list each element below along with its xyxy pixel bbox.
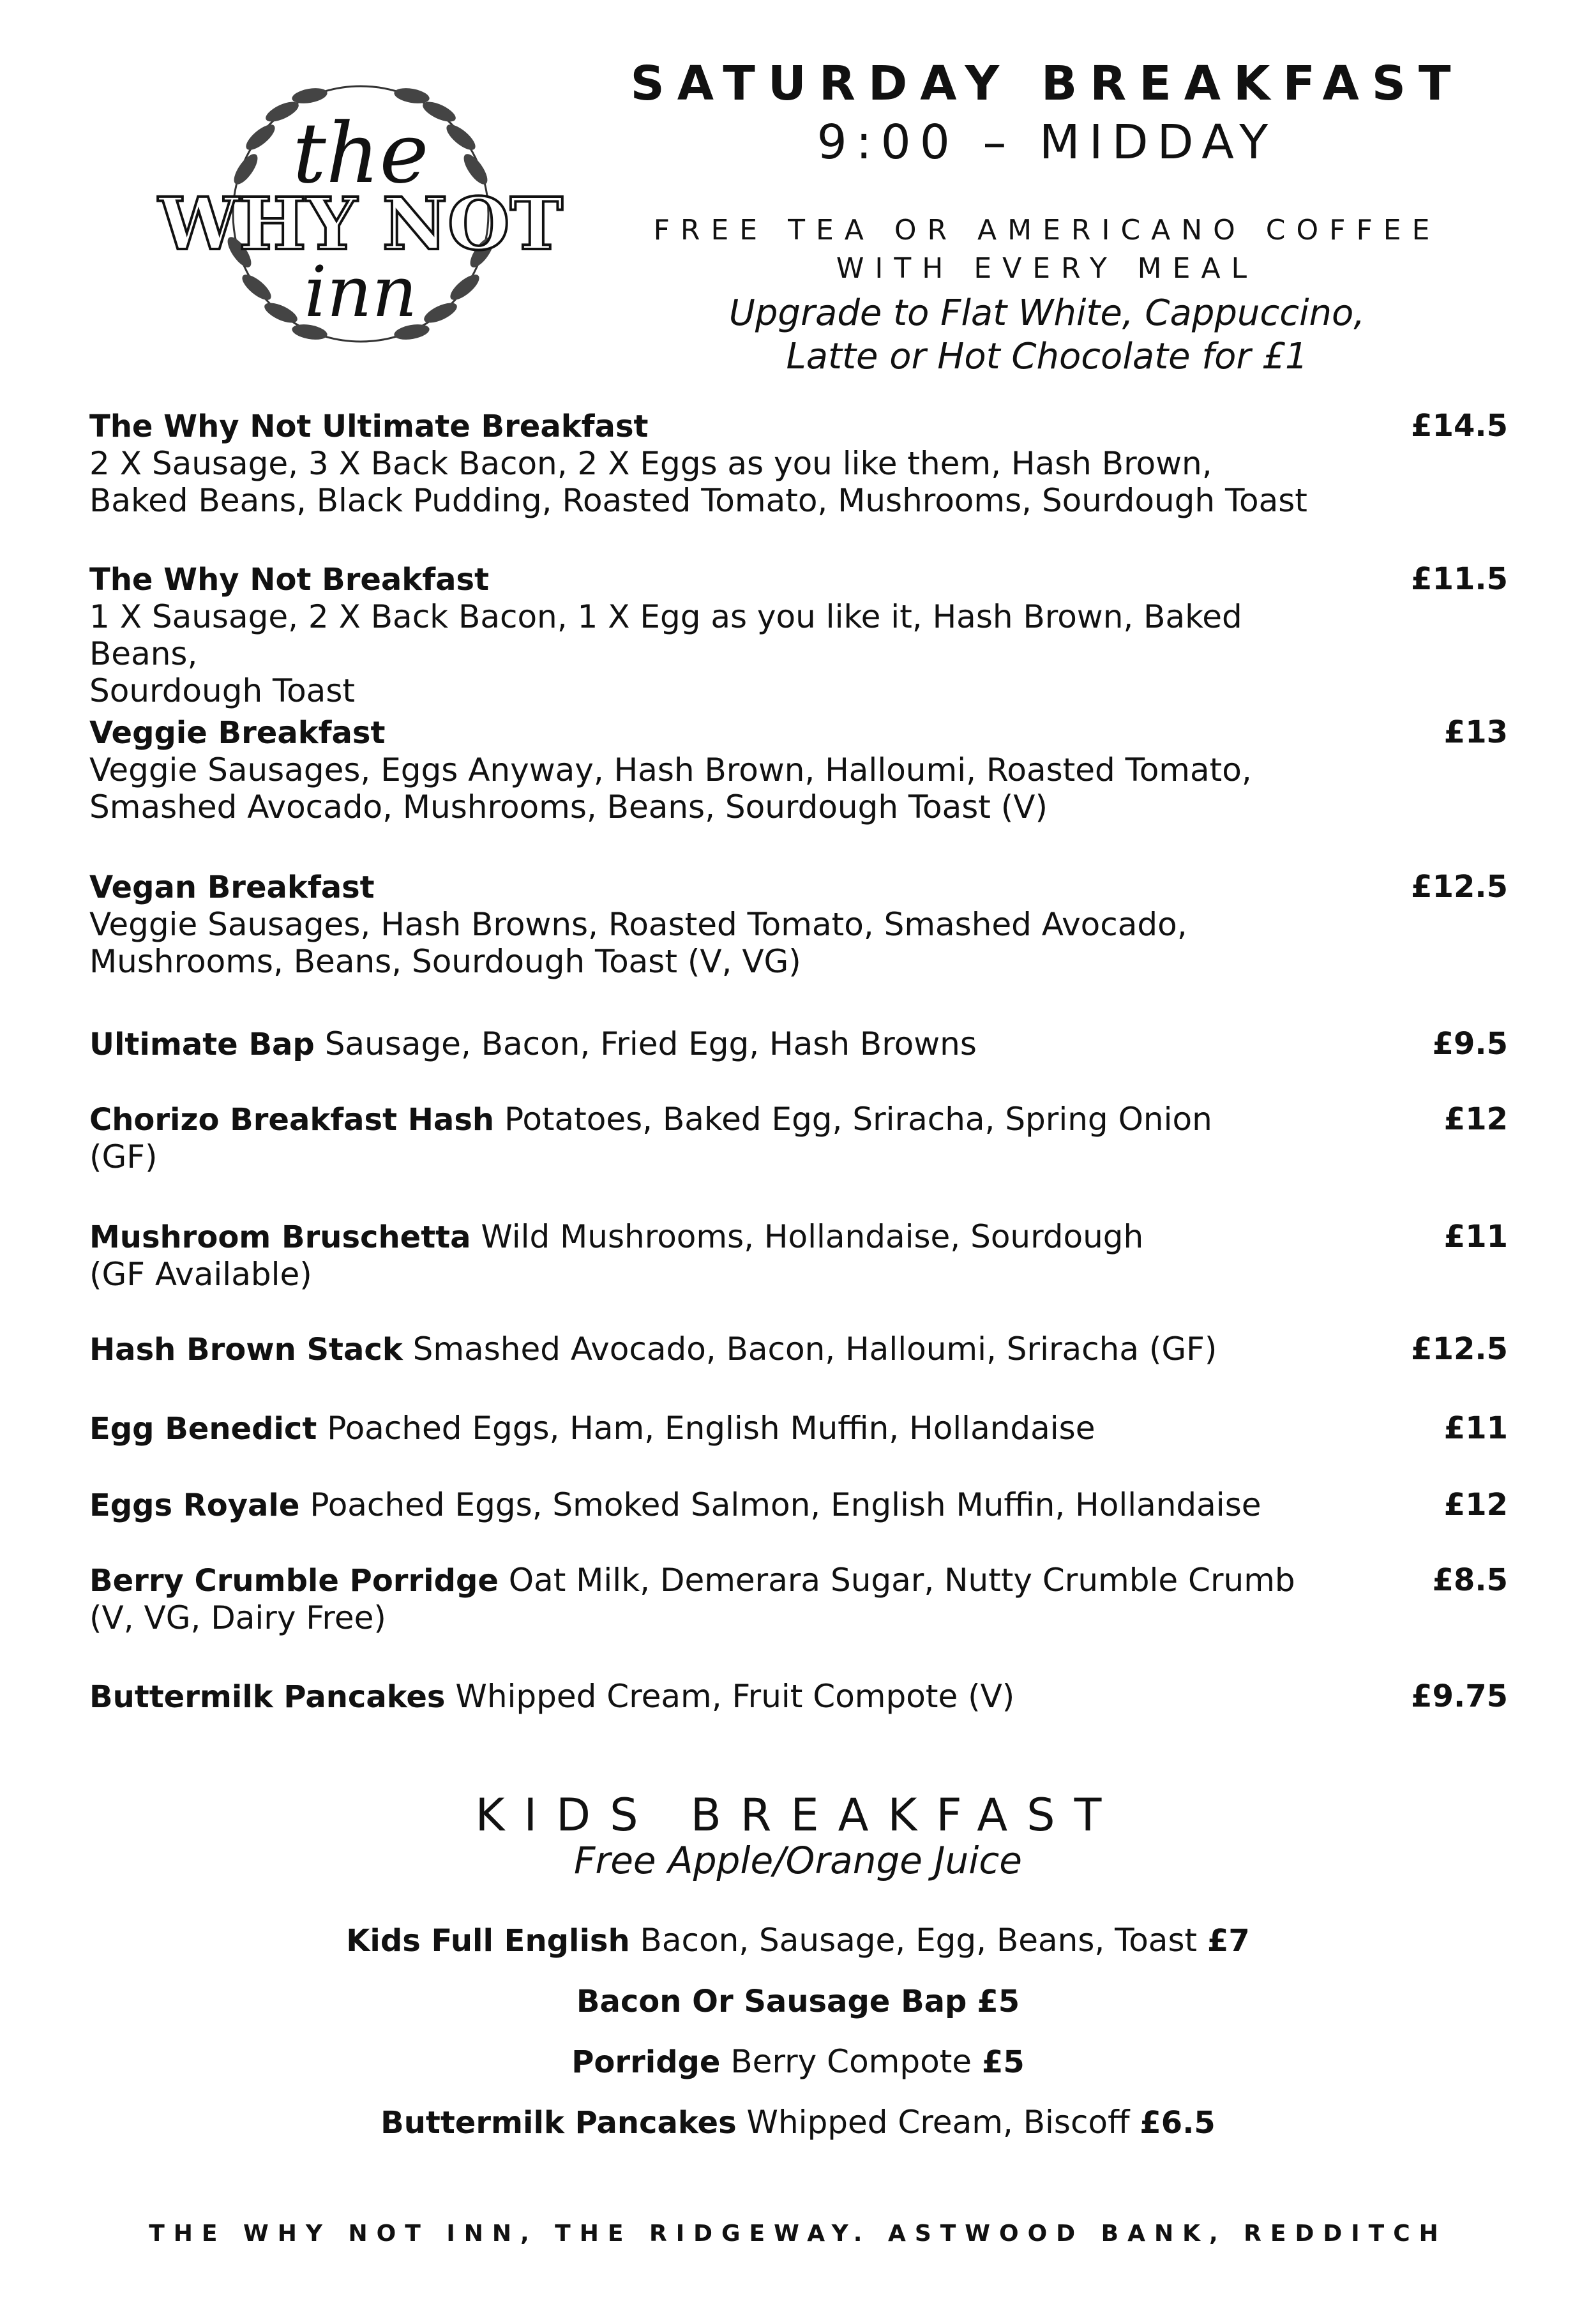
item-name: Ultimate Bap bbox=[89, 1027, 315, 1062]
kids-item-name: Porridge bbox=[571, 2044, 721, 2080]
item-description: 1 X Sausage, 2 X Back Bacon, 1 X Egg as you like it, Hash Brown, Baked Beans, bbox=[89, 598, 1242, 672]
item-name: Chorizo Breakfast Hash bbox=[89, 1102, 495, 1138]
item-description-2: (GF) bbox=[89, 1138, 158, 1175]
item-description-2: Mushrooms, Beans, Sourdough Toast (V, VG) bbox=[89, 943, 801, 980]
kids-item bbox=[0, 1922, 1596, 1959]
menu-item bbox=[89, 868, 1508, 980]
free-drink-notice bbox=[597, 211, 1497, 288]
item-description: Poached Eggs, Smoked Salmon, English Muffin, Hollandaise bbox=[310, 1486, 1261, 1523]
item-description-2: Sourdough Toast bbox=[89, 672, 355, 709]
item-description-2: (GF Available) bbox=[89, 1256, 312, 1293]
item-name: Vegan Breakfast bbox=[89, 870, 375, 905]
item-description: Veggie Sausages, Hash Browns, Roasted Tomato, Smashed Avocado, bbox=[89, 906, 1187, 943]
kids-section-subtitle: Free Apple/Orange Juice bbox=[574, 1839, 1022, 1882]
kids-item-name: Kids Full English bbox=[346, 1923, 630, 1959]
kids-item-name: Buttermilk Pancakes bbox=[380, 2105, 737, 2141]
kids-item bbox=[0, 2043, 1596, 2080]
item-name: Buttermilk Pancakes bbox=[89, 1679, 446, 1715]
item-price: £9.5 bbox=[1432, 1026, 1508, 1062]
menu-item bbox=[89, 1218, 1508, 1293]
opening-hours: 9:00 – MIDDAY bbox=[817, 115, 1277, 170]
item-name: Veggie Breakfast bbox=[89, 715, 386, 751]
menu-item bbox=[89, 1410, 1508, 1447]
logo-the: the bbox=[292, 105, 429, 202]
menu-item bbox=[89, 1486, 1508, 1524]
item-price: £12.5 bbox=[1411, 869, 1508, 905]
footer-address: THE WHY NOT INN, THE RIDGEWAY. ASTWOOD BANK, REDDITCH bbox=[149, 2221, 1447, 2247]
upgrade-line-1: Upgrade to Flat White, Cappuccino, bbox=[728, 292, 1366, 334]
free-line-1: FREE TEA OR AMERICANO COFFEE bbox=[653, 214, 1441, 246]
item-price: £11 bbox=[1443, 1410, 1508, 1446]
header bbox=[597, 54, 1497, 379]
item-description: Veggie Sausages, Eggs Anyway, Hash Brown, Halloumi, Roasted Tomato, bbox=[89, 751, 1252, 788]
kids-item-description: Whipped Cream, Biscoff bbox=[746, 2104, 1130, 2141]
item-name: Berry Crumble Porridge bbox=[89, 1563, 499, 1599]
kids-item-price: £5 bbox=[977, 1984, 1020, 2019]
item-description: Oat Milk, Demerara Sugar, Nutty Crumble Crumb bbox=[508, 1562, 1295, 1599]
upgrade-line-2: Latte or Hot Chocolate for £1 bbox=[786, 336, 1308, 377]
item-price: £11 bbox=[1443, 1219, 1508, 1255]
kids-item bbox=[0, 2104, 1596, 2141]
item-price: £14.5 bbox=[1411, 408, 1508, 444]
logo-inn: inn bbox=[304, 251, 418, 333]
item-description: 2 X Sausage, 3 X Back Bacon, 2 X Eggs as you like them, Hash Brown, bbox=[89, 445, 1212, 482]
menu-item bbox=[89, 1331, 1508, 1368]
kids-item-price: £6.5 bbox=[1140, 2105, 1216, 2141]
item-price: £9.75 bbox=[1411, 1678, 1508, 1714]
upgrade-notice bbox=[597, 292, 1497, 379]
menu-item bbox=[89, 407, 1508, 519]
kids-item bbox=[0, 1982, 1596, 2019]
item-price: £12.5 bbox=[1411, 1331, 1508, 1367]
item-name: The Why Not Breakfast bbox=[89, 562, 490, 598]
kids-item-name: Bacon Or Sausage Bap bbox=[576, 1984, 967, 2019]
item-price: £11.5 bbox=[1411, 561, 1508, 597]
kids-item-price: £5 bbox=[981, 2044, 1025, 2080]
item-name: Mushroom Bruschetta bbox=[89, 1219, 471, 1255]
logo-why-not: WHY NOT bbox=[158, 183, 563, 266]
menu-item bbox=[89, 1025, 1508, 1063]
item-description: Wild Mushrooms, Hollandaise, Sourdough bbox=[481, 1218, 1144, 1255]
item-name: Eggs Royale bbox=[89, 1488, 300, 1523]
item-price: £12 bbox=[1443, 1487, 1508, 1523]
menu-item bbox=[89, 1101, 1508, 1175]
item-description-2: Baked Beans, Black Pudding, Roasted Tomato, Mushrooms, Sourdough Toast bbox=[89, 482, 1307, 519]
item-price: £12 bbox=[1443, 1101, 1508, 1137]
item-name: The Why Not Ultimate Breakfast bbox=[89, 409, 649, 444]
item-description-2: Smashed Avocado, Mushrooms, Beans, Sourdough Toast (V) bbox=[89, 788, 1048, 826]
menu-item bbox=[89, 714, 1508, 826]
item-description: Smashed Avocado, Bacon, Halloumi, Sriracha (GF) bbox=[412, 1331, 1217, 1368]
item-name: Egg Benedict bbox=[89, 1411, 317, 1447]
free-line-2: WITH EVERY MEAL bbox=[836, 252, 1258, 285]
menu-item bbox=[89, 1678, 1508, 1716]
kids-item-description: Berry Compote bbox=[730, 2043, 972, 2080]
menu-item bbox=[89, 1562, 1508, 1636]
item-price: £13 bbox=[1443, 714, 1508, 750]
kids-section-title: KIDS BREAKFAST bbox=[475, 1789, 1121, 1841]
menu-item bbox=[89, 561, 1508, 709]
item-description: Poached Eggs, Ham, English Muffin, Hollandaise bbox=[327, 1410, 1095, 1447]
page-title: SATURDAY BREAKFAST bbox=[630, 56, 1464, 111]
item-description: Potatoes, Baked Egg, Sriracha, Spring Onion bbox=[504, 1101, 1212, 1138]
item-name: Hash Brown Stack bbox=[89, 1332, 403, 1368]
item-description-2: (V, VG, Dairy Free) bbox=[89, 1599, 386, 1636]
kids-item-price: £7 bbox=[1207, 1923, 1250, 1959]
logo bbox=[115, 61, 606, 367]
item-description: Whipped Cream, Fruit Compote (V) bbox=[455, 1678, 1015, 1715]
item-price: £8.5 bbox=[1432, 1562, 1508, 1598]
item-description: Sausage, Bacon, Fried Egg, Hash Browns bbox=[324, 1025, 977, 1062]
kids-item-description: Bacon, Sausage, Egg, Beans, Toast bbox=[640, 1922, 1198, 1959]
laurel-wreath-icon bbox=[115, 61, 606, 367]
